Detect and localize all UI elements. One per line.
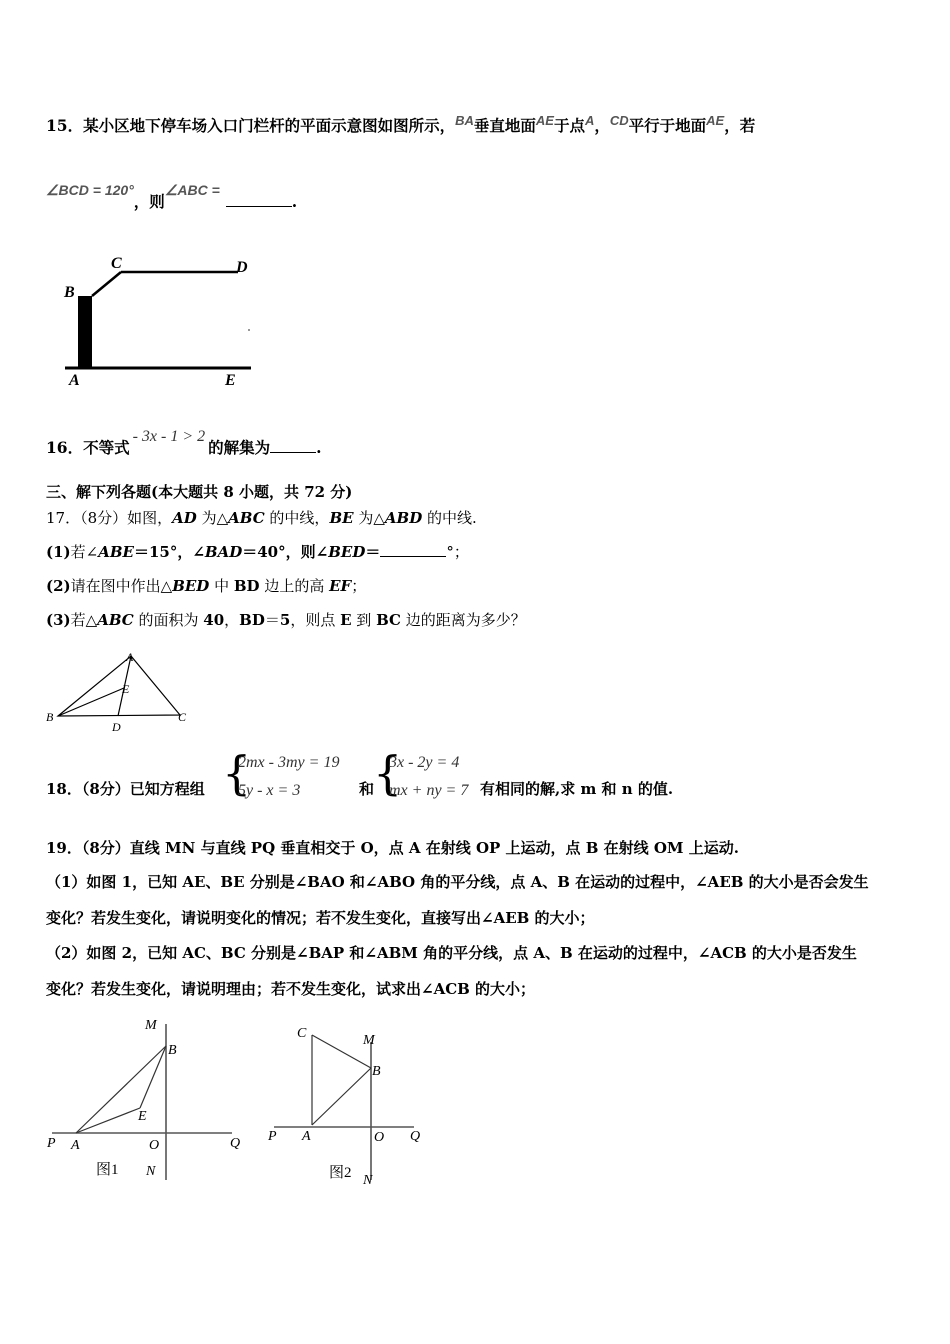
q17-math: BED xyxy=(328,543,366,561)
q17-text: 中 xyxy=(209,577,234,595)
q17-text: ＝ xyxy=(264,611,280,629)
section-title: 三、解下列各题(本大题共 8 小题，共 72 分) xyxy=(46,483,353,501)
q17-text: 17．（8分）如图， xyxy=(46,509,173,527)
label-a: A xyxy=(69,372,80,389)
q16-number: 16． xyxy=(46,438,84,457)
q17-math: AD xyxy=(172,509,197,527)
label-b: B xyxy=(168,1043,177,1058)
q17-math: BED xyxy=(172,577,210,595)
label-q: Q xyxy=(230,1136,241,1151)
q19-line3: 变化？若发生变化，请说明变化的情况；若不发生变化，直接写出∠AEB 的大小； xyxy=(46,909,595,927)
q15-math-ba: BA xyxy=(455,113,474,128)
q17-text: ； xyxy=(351,577,367,595)
q15-angle-abc: ∠ABC = xyxy=(164,182,220,198)
label-e: E xyxy=(122,682,130,696)
label-d: D xyxy=(112,720,121,734)
q17-math: BD xyxy=(233,577,260,595)
q17-math: BD xyxy=(239,611,265,629)
q16-text: 的解集为 xyxy=(208,438,271,457)
q17-part-number: (1) xyxy=(46,543,71,561)
q15-angle-bcd: ∠BCD = 120° xyxy=(46,182,134,198)
q17-part-number: (3) xyxy=(46,611,71,629)
q17-part1 xyxy=(46,541,469,562)
label-b: B xyxy=(372,1064,381,1079)
q17-math: BC xyxy=(376,611,401,629)
label-a: A xyxy=(71,1138,80,1153)
caption: 图1 xyxy=(96,1162,119,1178)
q19-figure-2 xyxy=(262,1020,432,1190)
label-e: E xyxy=(138,1109,147,1124)
q15-math-ae: AE xyxy=(706,113,725,128)
caption: 图2 xyxy=(329,1165,352,1181)
median-be xyxy=(58,688,124,716)
q19-figure-1 xyxy=(44,1012,249,1187)
label-o: O xyxy=(374,1130,385,1145)
q17-math: 5 xyxy=(279,611,291,629)
q17-head xyxy=(46,507,477,528)
label-o: O xyxy=(149,1138,160,1153)
q15-text: 于点 xyxy=(553,116,585,135)
q17-text: 边的距离为多少？ xyxy=(400,611,526,629)
q15-line1 xyxy=(46,114,755,136)
q15-answer-blank xyxy=(226,206,292,207)
q15-text: 某小区地下停车场入口门栏杆的平面示意图如图所示， xyxy=(83,116,456,135)
q15-text: ，则 xyxy=(133,192,165,211)
q17-text: 为△ xyxy=(353,509,385,527)
q16-line xyxy=(46,428,322,458)
q15-math-cd: CD xyxy=(609,113,629,128)
q19-line2: （1）如图 1，已知 AE、BE 分别是∠BAO 和∠ABO 角的平分线，点 A、B 在运动的过程中，∠AEB 的大小是否会发生 xyxy=(46,873,869,891)
dot xyxy=(248,329,250,331)
q17-text: ， xyxy=(224,611,240,629)
q17-math: 40 xyxy=(203,611,225,629)
q17-text: 边上的高 xyxy=(259,577,330,595)
q17-math: ABD xyxy=(384,509,423,527)
q17-part-number: (2) xyxy=(46,577,71,595)
q17-text: 到 xyxy=(351,611,377,629)
q15-text: 垂直地面 xyxy=(473,116,536,135)
q16-text: 不等式 xyxy=(83,438,130,457)
label-b: B xyxy=(46,710,54,724)
label-p: P xyxy=(268,1129,277,1144)
segment-ab xyxy=(76,1046,166,1133)
q18-and: 和 xyxy=(359,780,375,798)
post xyxy=(78,296,92,368)
q17-text: 请在图中作出△ xyxy=(70,577,173,595)
label-c: C xyxy=(297,1026,307,1041)
segment-ab xyxy=(312,1068,371,1125)
q16-inequality: - 3x - 1 > 2 xyxy=(132,428,206,445)
q16-text: . xyxy=(316,438,322,457)
q19-line5: 变化？若发生变化，请说明理由；若不发生变化，试求出∠ACB 的大小； xyxy=(46,980,536,998)
segment-be xyxy=(140,1046,166,1108)
q17-math: BE xyxy=(329,509,354,527)
label-d: D xyxy=(236,259,248,276)
label-n: N xyxy=(146,1164,156,1179)
label-a: A xyxy=(126,650,134,664)
label-b: B xyxy=(64,284,75,301)
label-a: A xyxy=(302,1129,311,1144)
q17-math: EF xyxy=(329,577,352,595)
q17-text: 的中线. xyxy=(422,509,477,527)
q17-figure xyxy=(42,648,197,738)
q18-tail: 有相同的解,求 m 和 n 的值. xyxy=(480,780,674,798)
q18-eq1b: 5y - x = 3 xyxy=(238,782,301,799)
q17-text: 的面积为 xyxy=(133,611,204,629)
q17-part2 xyxy=(46,575,366,596)
q17-text: °； xyxy=(446,543,469,561)
q15-line2 xyxy=(46,178,298,211)
q17-text: ＝40°，则∠ xyxy=(242,543,329,561)
label-e: E xyxy=(225,372,236,389)
q16-answer-blank xyxy=(270,452,316,453)
q18-eq2b: mx + ny = 7 xyxy=(389,782,469,799)
q17-answer-blank xyxy=(380,556,446,557)
q19-line4: （2）如图 2，已知 AC、BC 分别是∠BAP 和∠ABM 角的平分线，点 A、B 在运动的过程中，∠ACB 的大小是否发生 xyxy=(46,944,857,962)
q18-lead: 18．（8分）已知方程组 xyxy=(46,780,205,798)
q15-figure xyxy=(55,248,265,393)
q18-eq1a: 2mx - 3my = 19 xyxy=(238,754,340,771)
q19-line1: 19．（8分）直线 MN 与直线 PQ 垂直相交于 O，点 A 在射线 OP 上运动，点 B 在射线 OM 上运动. xyxy=(46,839,739,857)
label-n: N xyxy=(363,1173,373,1188)
q18-brace-1: { xyxy=(222,746,252,800)
triangle-abc xyxy=(58,656,180,716)
label-q: Q xyxy=(410,1129,421,1144)
q15-text: 平行于地面 xyxy=(628,116,707,135)
q17-math: ABE xyxy=(98,543,134,561)
q18-eq2a: 3x - 2y = 4 xyxy=(389,754,460,771)
q17-math: ABC xyxy=(228,509,265,527)
q17-text: 若△ xyxy=(70,611,98,629)
q17-part3 xyxy=(46,609,526,630)
label-c: C xyxy=(111,255,122,272)
bar-bc xyxy=(92,272,121,296)
q15-math-ae: AE xyxy=(535,113,554,128)
q18-brace-2: { xyxy=(373,746,403,800)
q17-math: E xyxy=(340,611,352,629)
q17-text: 的中线， xyxy=(264,509,330,527)
label-p: P xyxy=(47,1136,56,1151)
q17-text: ＝15°，∠ xyxy=(133,543,205,561)
q17-text: ＝ xyxy=(365,543,381,561)
q15-text: ， xyxy=(594,116,610,135)
q17-text: ，则点 xyxy=(290,611,341,629)
q17-math: BAD xyxy=(204,543,243,561)
label-c: C xyxy=(178,710,187,724)
q17-text: 若∠ xyxy=(70,543,99,561)
segment-ae xyxy=(76,1108,140,1133)
label-m: M xyxy=(145,1018,157,1033)
label-m: M xyxy=(363,1033,375,1048)
q15-number: 15． xyxy=(46,116,84,135)
q15-text: . xyxy=(291,192,298,211)
q17-math: ABC xyxy=(97,611,134,629)
q15-text: ，若 xyxy=(724,116,756,135)
q15-math-a: A xyxy=(584,113,595,128)
q17-text: 为△ xyxy=(196,509,229,527)
